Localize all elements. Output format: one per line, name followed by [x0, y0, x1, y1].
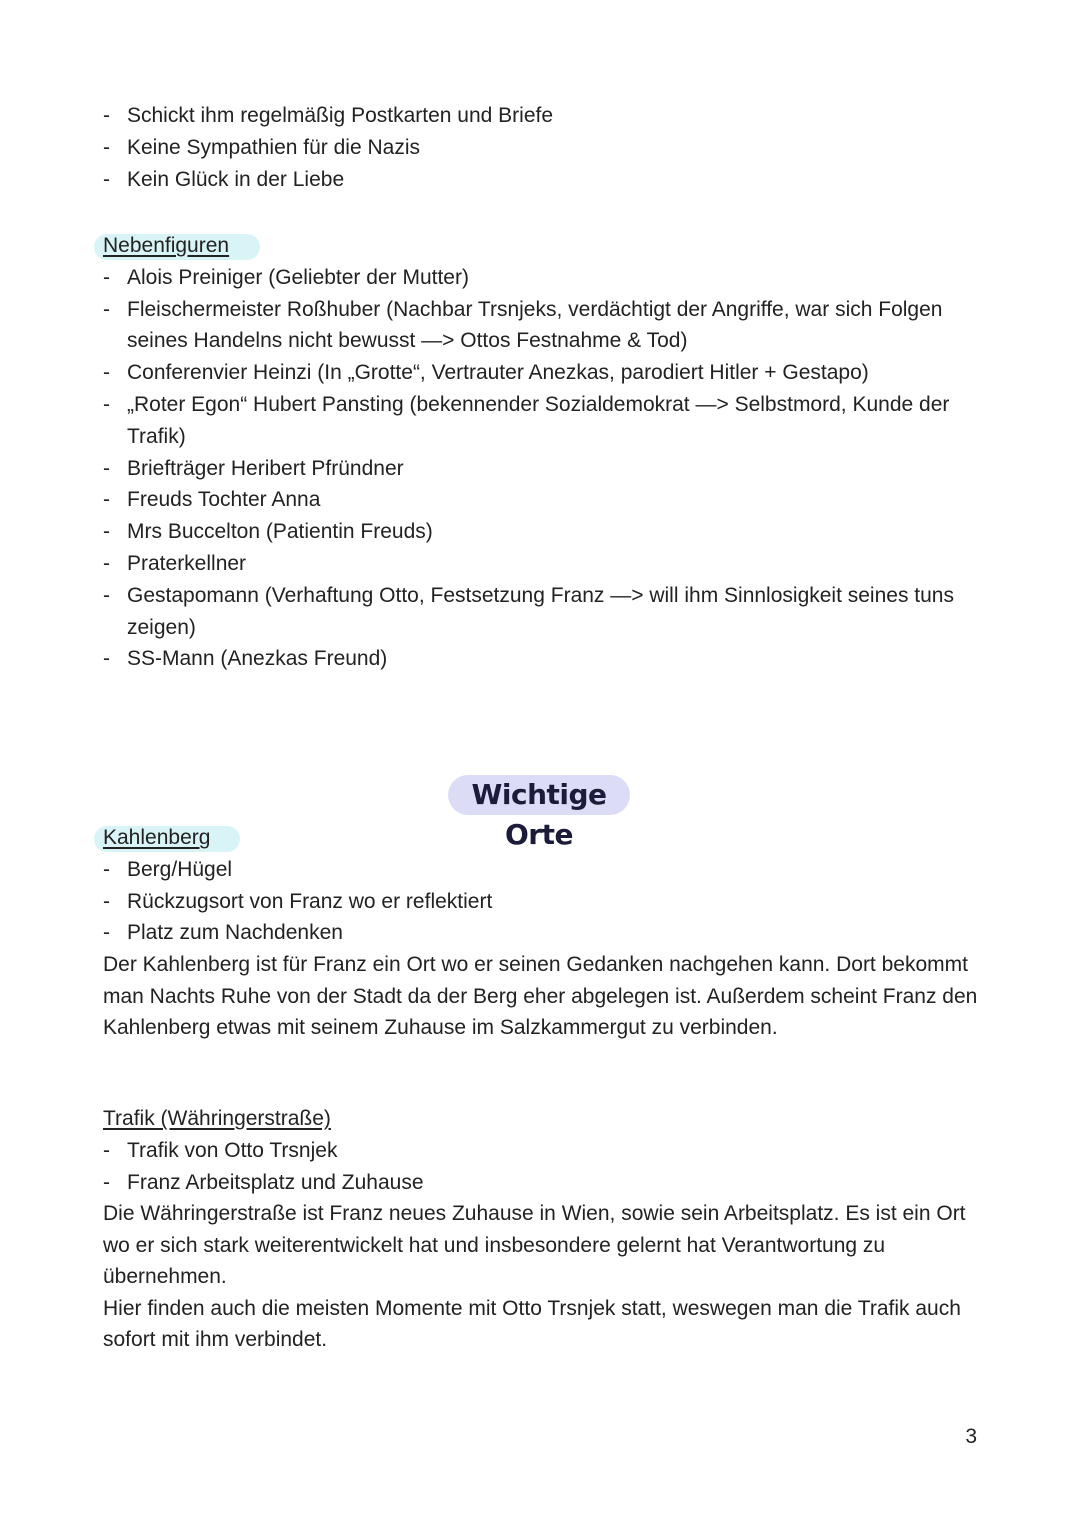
list-item: - Keine Sympathien für die Nazis: [103, 132, 983, 164]
nebenfiguren-heading-wrap: [103, 230, 983, 262]
kahlenberg-heading-wrap: [103, 822, 983, 854]
list-item: - SS-Mann (Anezkas Freund): [103, 643, 983, 675]
nebenfiguren-heading: Nebenfiguren: [103, 234, 230, 257]
trafik-heading: Trafik (Währingerstraße): [103, 1107, 331, 1130]
intro-section: [103, 100, 983, 195]
kahlenberg-section: [103, 822, 983, 1044]
nebenfiguren-list: [103, 262, 983, 675]
kahlenberg-text: Der Kahlenberg ist für Franz ein Ort wo er seinen Gedanken nachgehen kann. Dort bekommt man Nachts Ruhe von der Stadt da der Berg eher abgelegen ist. Außerdem scheint Franz den Kahlenberg etwas mit seinem Zuhause im Salzkammergut zu verbinden.: [103, 953, 978, 1040]
list-item: - Rückzugsort von Franz wo er reflektiert: [103, 886, 983, 918]
list-item: - Berg/Hügel: [103, 854, 983, 886]
list-item: - Fleischermeister Roßhuber (Nachbar Trsnjeks, verdächtigt der Angriffe, war sich Folgen seines Handelns nicht bewusst —> Ottos Festnahme & Tod): [103, 294, 983, 358]
list-item: - „Roter Egon“ Hubert Pansting (bekennender Sozialdemokrat —> Selbstmord, Kunde der Trafik): [103, 389, 983, 453]
list-item: - Gestapomann (Verhaftung Otto, Festsetzung Franz —> will ihm Sinnlosigkeit seines tuns zeigen): [103, 580, 983, 644]
trafik-text-2: Hier finden auch die meisten Momente mit Otto Trsnjek statt, weswegen man die Trafik auch sofort mit ihm verbindet.: [103, 1296, 961, 1352]
kahlenberg-list: [103, 854, 983, 949]
list-item: - Freuds Tochter Anna: [103, 484, 983, 516]
list-item: - Trafik von Otto Trsnjek: [103, 1135, 983, 1167]
list-item: - Mrs Buccelton (Patientin Freuds): [103, 516, 983, 548]
list-item: - Kein Glück in der Liebe: [103, 164, 983, 196]
trafik-section: [103, 1103, 983, 1356]
trafik-text-1: Die Währingerstraße ist Franz neues Zuhause in Wien, sowie sein Arbeitsplatz. Es ist ein Ort wo er sich stark weiterentwickelt hat und insbesondere gelernt hat Verantwortung zu übernehmen.: [103, 1202, 966, 1289]
list-item: - Franz Arbeitsplatz und Zuhause: [103, 1167, 983, 1199]
trafik-list: [103, 1135, 983, 1199]
list-item: - Schickt ihm regelmäßig Postkarten und Briefe: [103, 100, 983, 132]
nebenfiguren-section: [103, 230, 983, 675]
list-item: - Praterkellner: [103, 548, 983, 580]
intro-list: [103, 100, 983, 195]
list-item: - Platz zum Nachdenken: [103, 917, 983, 949]
section-title: Wichtige Orte: [448, 775, 630, 815]
trafik-heading-wrap: [103, 1103, 983, 1135]
kahlenberg-heading: Kahlenberg: [103, 826, 211, 849]
page-number: 3: [965, 1425, 977, 1448]
list-item: - Alois Preiniger (Geliebter der Mutter): [103, 262, 983, 294]
list-item: - Briefträger Heribert Pfründner: [103, 453, 983, 485]
list-item: - Conferenvier Heinzi (In „Grotte“, Vertrauter Anezkas, parodiert Hitler + Gestapo): [103, 357, 983, 389]
